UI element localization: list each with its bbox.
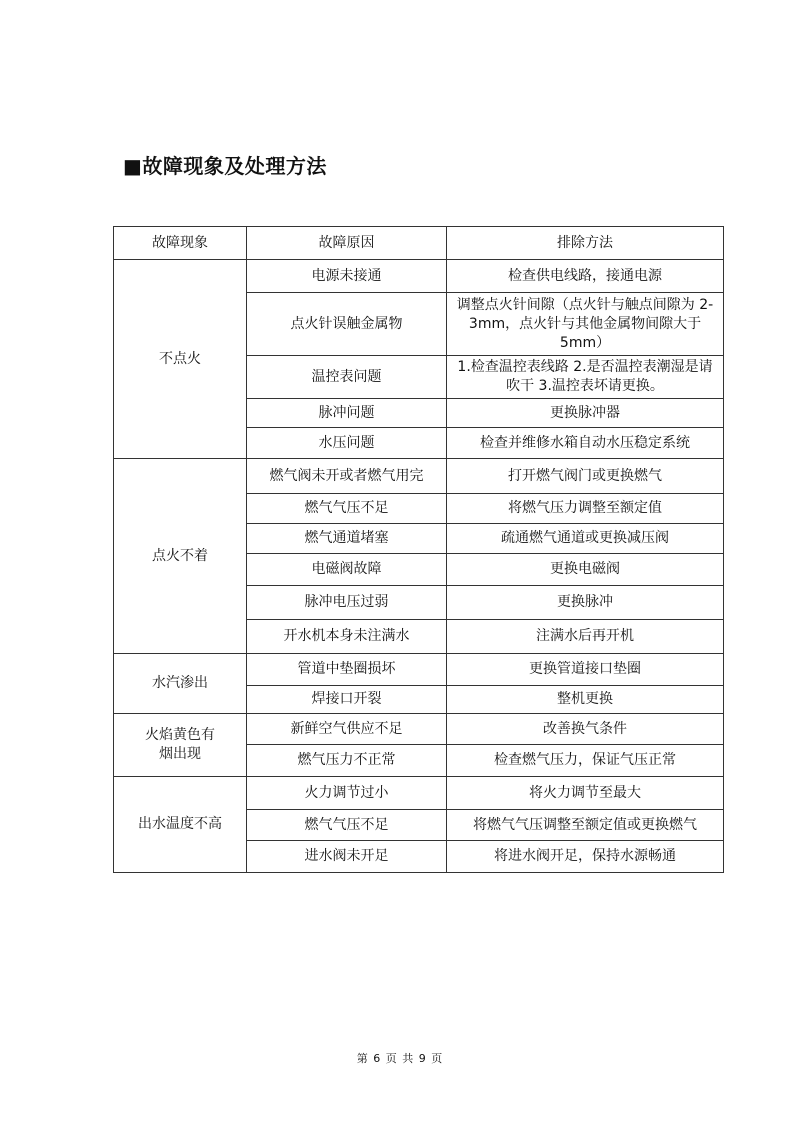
remedy-cell: 打开燃气阀门或更换燃气 (447, 459, 724, 494)
cause-cell: 脉冲问题 (247, 399, 447, 428)
remedy-cell: 将燃气压力调整至额定值 (447, 494, 724, 524)
remedy-cell: 注满水后再开机 (447, 620, 724, 654)
symptom-cell: 点火不着 (114, 459, 247, 654)
cause-cell: 电源未接通 (247, 260, 447, 293)
cause-cell: 脉冲电压过弱 (247, 586, 447, 620)
cause-cell: 焊接口开裂 (247, 686, 447, 714)
remedy-cell: 检查燃气压力，保证气压正常 (447, 745, 724, 777)
remedy-cell: 1.检查温控表线路 2.是否温控表潮湿是请吹干 3.温控表坏请更换。 (447, 356, 724, 399)
remedy-cell: 更换脉冲器 (447, 399, 724, 428)
symptom-cell: 水汽渗出 (114, 654, 247, 714)
header-cause: 故障原因 (247, 227, 447, 260)
remedy-cell: 将进水阀开足，保持水源畅通 (447, 841, 724, 873)
cause-cell: 燃气气压不足 (247, 810, 447, 841)
table-row (114, 459, 724, 494)
symptom-cell: 出水温度不高 (114, 777, 247, 873)
cause-cell: 电磁阀故障 (247, 554, 447, 586)
fault-table (113, 226, 724, 873)
table-header-row (114, 227, 724, 260)
remedy-cell: 疏通燃气通道或更换减压阀 (447, 524, 724, 554)
cause-cell: 水压问题 (247, 428, 447, 459)
cause-cell: 燃气阀未开或者燃气用完 (247, 459, 447, 494)
cause-cell: 燃气气压不足 (247, 494, 447, 524)
cause-cell: 点火针误触金属物 (247, 293, 447, 356)
remedy-cell: 检查供电线路，接通电源 (447, 260, 724, 293)
header-symptom: 故障现象 (114, 227, 247, 260)
remedy-cell: 更换管道接口垫圈 (447, 654, 724, 686)
cause-cell: 火力调节过小 (247, 777, 447, 810)
cause-cell: 燃气通道堵塞 (247, 524, 447, 554)
table-row (114, 260, 724, 293)
remedy-cell: 整机更换 (447, 686, 724, 714)
remedy-cell: 更换电磁阀 (447, 554, 724, 586)
cause-cell: 新鲜空气供应不足 (247, 714, 447, 745)
remedy-cell: 更换脉冲 (447, 586, 724, 620)
cause-cell: 进水阀未开足 (247, 841, 447, 873)
remedy-cell: 检查并维修水箱自动水压稳定系统 (447, 428, 724, 459)
page-number: 第 6 页 共 9 页 (356, 1052, 444, 1065)
header-remedy: 排除方法 (447, 227, 724, 260)
remedy-cell: 改善换气条件 (447, 714, 724, 745)
remedy-cell: 将燃气气压调整至额定值或更换燃气 (447, 810, 724, 841)
table-row (114, 777, 724, 810)
cause-cell: 开水机本身未注满水 (247, 620, 447, 654)
cause-cell: 温控表问题 (247, 356, 447, 399)
symptom-cell: 火焰黄色有烟出现 (114, 714, 247, 777)
table-row (114, 714, 724, 745)
symptom-cell: 不点火 (114, 260, 247, 459)
cause-cell: 管道中垫圈损坏 (247, 654, 447, 686)
remedy-cell: 调整点火针间隙（点火针与触点间隙为 2-3mm，点火针与其他金属物间隙大于 5mm） (447, 293, 724, 356)
section-title: ■故障现象及处理方法 (123, 154, 327, 178)
cause-cell: 燃气压力不正常 (247, 745, 447, 777)
table-row (114, 654, 724, 686)
remedy-cell: 将火力调节至最大 (447, 777, 724, 810)
